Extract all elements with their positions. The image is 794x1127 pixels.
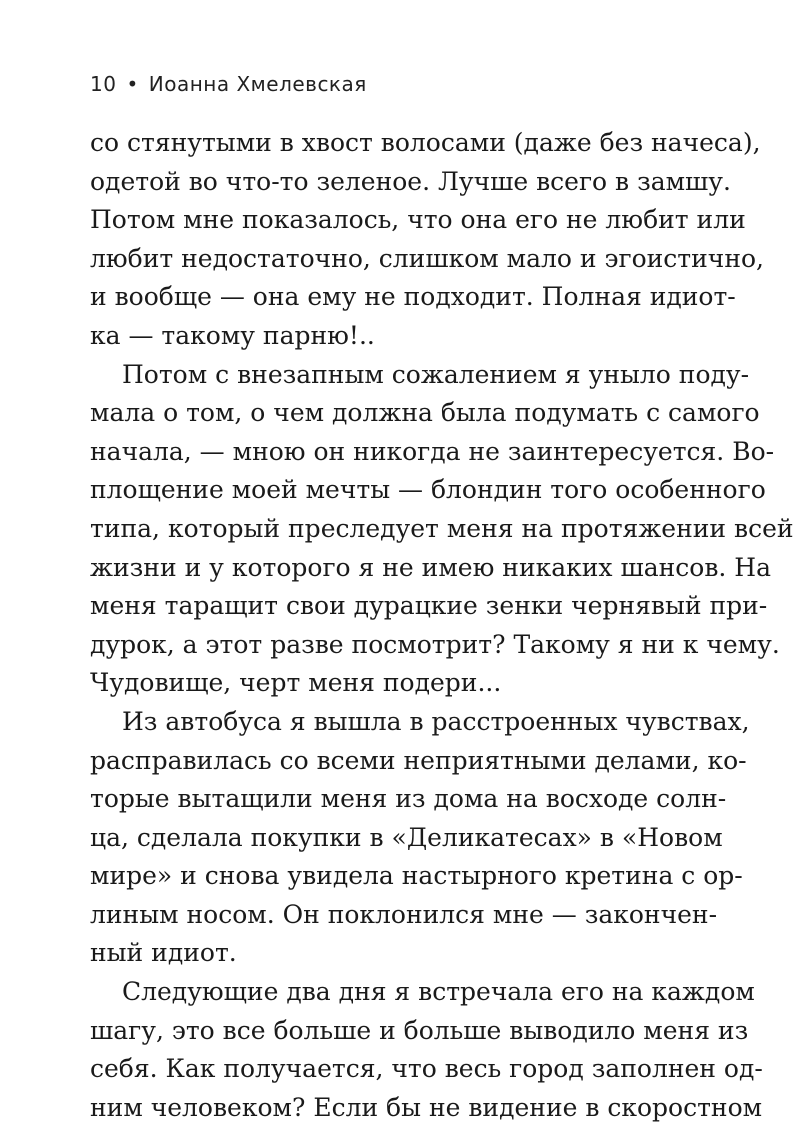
text-line: себя. Как получается, что весь город заполнен од-: [90, 1054, 763, 1084]
paragraph: [90, 124, 764, 356]
text-line: расправилась со всеми неприятными делами, ко-: [90, 745, 747, 775]
header-separator: •: [126, 72, 139, 96]
text-line: Потом мне показалось, что она его не любит или: [90, 205, 746, 235]
text-line: ним человеком? Если бы не видение в скоростном: [90, 1092, 763, 1122]
text-line: любит недостаточно, слишком мало и эгоистично,: [90, 243, 764, 273]
text-line: начала, — мною он никогда не заинтересуется. Во-: [90, 436, 775, 466]
text-line: типа, который преследует меня на протяжении всей: [90, 513, 794, 543]
text-line: мире» и снова увидела настырного кретина с ор-: [90, 861, 743, 891]
text-line: меня таращит свои дурацкие зенки чернявый при-: [90, 591, 768, 621]
text-line: и вообще — она ему не подходит. Полная идиот-: [90, 282, 736, 312]
text-line: линым носом. Он поклонился мне — закончен-: [90, 899, 718, 929]
text-line: Чудовище, черт меня подери...: [90, 668, 502, 698]
running-head: [90, 72, 367, 96]
text-line: жизни и у которого я не имею никаких шансов. На: [90, 552, 772, 582]
author-name: Иоанна Хмелевская: [148, 72, 367, 96]
text-line: площение моей мечты — блондин того особенного: [90, 475, 766, 505]
text-line: со стянутыми в хвост волосами (даже без начеса),: [90, 128, 761, 157]
text-line: Из автобуса я вышла в расстроенных чувствах,: [122, 706, 750, 736]
text-line: одетой во что-то зеленое. Лучше всего в замшу.: [90, 166, 731, 196]
paragraph: [90, 703, 750, 973]
text-line: мала о том, о чем должна была подумать с самого: [90, 398, 760, 428]
text-line: шагу, это все больше и больше выводило меня из: [90, 1015, 749, 1045]
body-text: [90, 124, 794, 1127]
text-line: дурок, а этот разве посмотрит? Такому я ни к чему.: [90, 629, 780, 659]
text-line: ца, сделала покупки в «Деликатесах» в «Новом: [90, 822, 723, 852]
text-line: Потом с внезапным сожалением я уныло поду-: [122, 359, 750, 389]
paragraph: [90, 356, 794, 703]
text-line: ный идиот.: [90, 938, 237, 968]
text-line: ка — такому парню!..: [90, 320, 375, 350]
text-line: торые вытащили меня из дома на восходе солн-: [90, 784, 727, 814]
page-number: 10: [90, 72, 117, 96]
text-line: Следующие два дня я встречала его на каждом: [122, 977, 755, 1007]
paragraph: [90, 973, 763, 1127]
